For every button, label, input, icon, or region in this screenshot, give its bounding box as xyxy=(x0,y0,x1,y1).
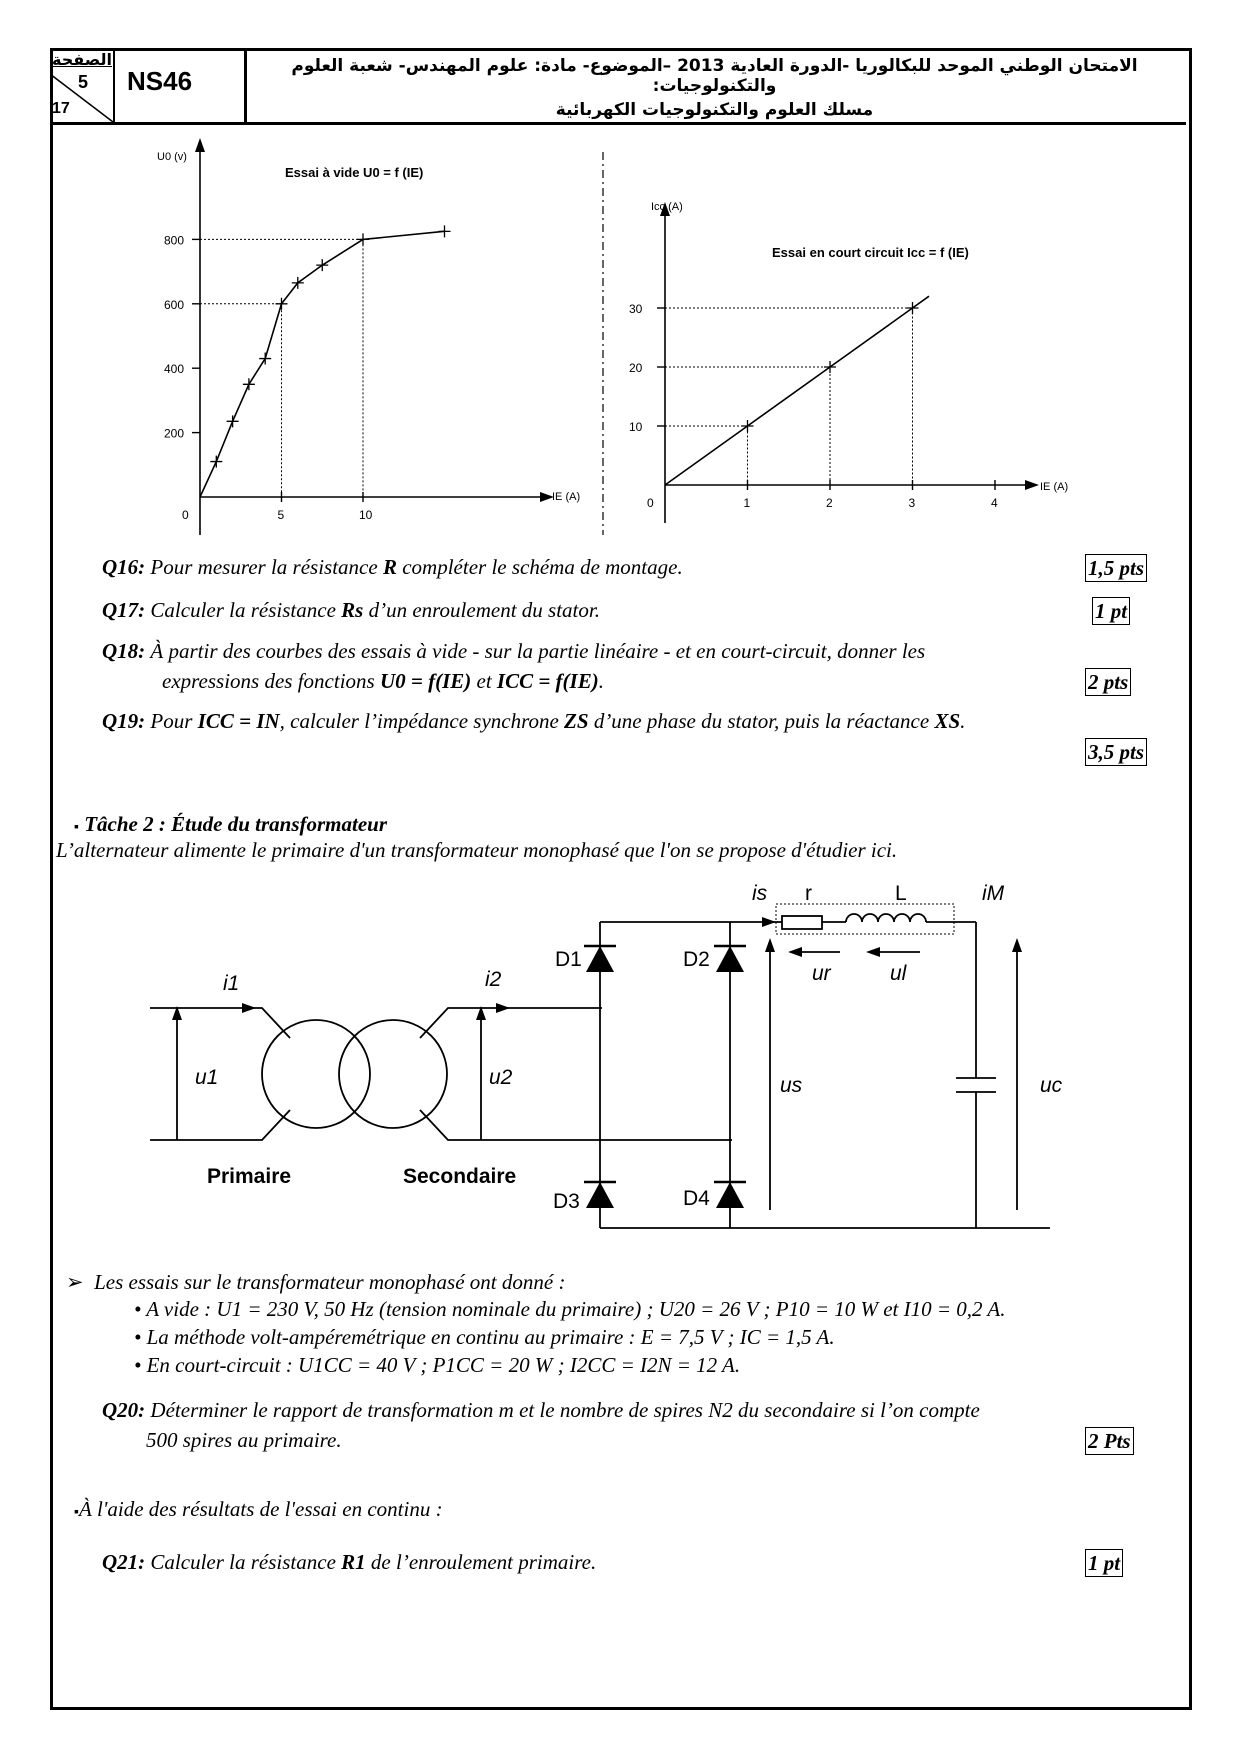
label-d2: D2 xyxy=(683,948,710,971)
q18-line2-a: expressions des fonctions xyxy=(162,669,380,693)
data-line xyxy=(200,231,445,497)
y-tick-label: 10 xyxy=(629,420,643,434)
q17-bold: Rs xyxy=(341,598,364,622)
question-q21 xyxy=(102,1547,1160,1577)
exam-code: NS46 xyxy=(127,66,193,96)
q16-bold: R xyxy=(382,555,397,579)
question-q19 xyxy=(102,706,1160,736)
test-item: • En court-circuit : U1CC = 40 V ; P1CC = 20 W ; I2CC = I2N = 12 A. xyxy=(134,1353,741,1377)
q18-number: Q18: xyxy=(102,639,146,663)
q21-text-b: de l’enroulement primaire. xyxy=(365,1550,597,1574)
label-d4: D4 xyxy=(683,1187,710,1210)
x-tick-label: 5 xyxy=(277,508,285,522)
question-q16 xyxy=(102,552,1160,582)
data-point xyxy=(907,302,919,314)
label-im: iM xyxy=(982,882,1005,905)
data-point xyxy=(439,225,451,237)
continu-text: À l'aide des résultats de l'essai en continu : xyxy=(78,1497,443,1521)
label-ur: ur xyxy=(812,962,831,985)
q19-number: Q19: xyxy=(102,709,146,733)
q20-points: 2 Pts xyxy=(1085,1427,1134,1455)
question-q18 xyxy=(102,636,1160,696)
q19-text-a: Pour xyxy=(145,709,198,733)
y-axis-label: U0 (v) xyxy=(157,151,187,163)
guide-line xyxy=(200,304,282,497)
y-tick-label: 600 xyxy=(164,297,185,312)
label-u2: u2 xyxy=(489,1066,513,1089)
data-point xyxy=(316,259,328,271)
q19-bold2: ZS xyxy=(564,709,589,733)
chart-title: Essai en court circuit Icc = f (IE) xyxy=(772,245,969,260)
tests-intro-text: Les essais sur le transformateur monophasé ont donné : xyxy=(94,1270,566,1294)
q16-points: 1,5 pts xyxy=(1085,554,1147,582)
data-point xyxy=(243,378,255,390)
label-r: r xyxy=(805,882,812,905)
x-tick-label: 10 xyxy=(359,508,373,522)
q18-line2-b: et xyxy=(471,669,497,693)
q17-text-b: d’un enroulement du stator. xyxy=(363,598,600,622)
y-tick-label: 400 xyxy=(164,362,185,377)
data-point xyxy=(259,353,271,365)
x-tick-label: 0 xyxy=(182,508,189,522)
q18-function1: U0 = f(IE) xyxy=(379,669,472,693)
page-number: 5 xyxy=(78,72,89,92)
label-u1: u1 xyxy=(195,1066,219,1089)
label-i2: i2 xyxy=(485,968,502,991)
q17-number: Q17: xyxy=(102,598,146,622)
page-total: 17 xyxy=(52,100,70,117)
continu-heading: ▪À l'aide des résultats de l'essai en continu : xyxy=(74,1497,443,1521)
q16-number: Q16: xyxy=(102,555,146,579)
label-is: is xyxy=(752,882,768,905)
q19-bold3: XS xyxy=(934,709,961,733)
task2-title-text: Tâche 2 : Étude du transformateur xyxy=(84,812,387,836)
data-point xyxy=(824,361,836,373)
test-item: • A vide : U1 = 230 V, 50 Hz (tension nominale du primaire) ; U20 = 26 V ; P10 = 10 W et I10 = 0,2 A. xyxy=(134,1297,1006,1321)
y-tick-label: 30 xyxy=(629,302,643,316)
y-axis-label: Icc (A) xyxy=(651,201,683,213)
x-tick-label: 0 xyxy=(647,496,654,510)
label-us: us xyxy=(780,1074,803,1097)
label-ul: ul xyxy=(890,962,907,985)
q19-bold1: ICC = IN xyxy=(197,709,280,733)
label-d1: D1 xyxy=(555,948,582,971)
q21-number: Q21: xyxy=(102,1550,146,1574)
y-tick-label: 800 xyxy=(164,233,185,248)
q21-text-a: Calculer la résistance xyxy=(145,1550,342,1574)
question-q20 xyxy=(102,1395,1160,1455)
task2-title: ▪ Tâche 2 : Étude du transformateur xyxy=(74,812,387,836)
q17-text-a: Calculer la résistance xyxy=(145,598,342,622)
q16-text-b: compléter le schéma de montage. xyxy=(396,555,683,579)
q17-points: 1 pt xyxy=(1092,597,1130,625)
q19-text-c: d’une phase du stator, puis la réactance xyxy=(588,709,935,733)
label-uc: uc xyxy=(1040,1074,1063,1097)
data-line xyxy=(665,296,929,485)
q19-text-b: , calculer l’impédance synchrone xyxy=(279,709,565,733)
tests-intro xyxy=(66,1268,565,1296)
test-item-noload: A vide : U1 = 230 V, 50 Hz (tension nominale du primaire) ; U20 = 26 V ; P10 = 10 W et I10 = 0,2 A. xyxy=(146,1297,1006,1321)
label-secondaire: Secondaire xyxy=(403,1165,517,1188)
label-d3: D3 xyxy=(553,1190,580,1213)
q20-number: Q20: xyxy=(102,1398,146,1422)
x-axis-arrow-icon xyxy=(1025,480,1039,490)
charts-area xyxy=(0,0,1240,540)
y-axis-arrow-icon xyxy=(195,138,205,152)
question-q17 xyxy=(102,595,1160,625)
q18-line2-c: . xyxy=(598,669,604,693)
data-point xyxy=(742,420,754,432)
data-point xyxy=(210,456,222,468)
x-tick-label: 1 xyxy=(743,496,751,510)
no-load-chart xyxy=(157,138,580,535)
q20-line2: 500 spires au primaire. xyxy=(146,1428,342,1452)
q16-text-a: Pour mesurer la résistance xyxy=(145,555,383,579)
x-tick-label: 2 xyxy=(826,496,833,510)
test-item: • La méthode volt-ampéremétrique en continu au primaire : E = 7,5 V ; IC = 1,5 A. xyxy=(134,1325,835,1349)
page-label: الصفحة xyxy=(52,50,113,69)
q21-bold: R1 xyxy=(341,1550,366,1574)
q19-points: 3,5 pts xyxy=(1085,738,1147,766)
y-tick-label: 20 xyxy=(629,361,643,375)
short-circuit-chart xyxy=(629,201,1068,523)
x-tick-label: 3 xyxy=(908,496,916,510)
task2-intro: L’alternateur alimente le primaire d'un transformateur monophasé que l'on se propose d'étudier ici. xyxy=(56,838,898,862)
test-item-dc: La méthode volt-ampéremétrique en continu au primaire : E = 7,5 V ; IC = 1,5 A. xyxy=(146,1325,835,1349)
q19-text-d: . xyxy=(960,709,966,733)
exam-title-line2: مسلك العلوم والتكنولوجيات الكهربائية xyxy=(555,100,874,120)
x-axis-label: IE (A) xyxy=(552,491,581,503)
chart-title: Essai à vide U0 = f (IE) xyxy=(285,165,424,180)
y-tick-label: 200 xyxy=(164,426,185,441)
label-i1: i1 xyxy=(223,972,240,995)
q20-line1: Déterminer le rapport de transformation m et le nombre de spires N2 du secondaire si l’on compte xyxy=(145,1398,980,1422)
q18-points: 2 pts xyxy=(1085,668,1131,696)
label-primaire: Primaire xyxy=(207,1165,292,1188)
q21-points: 1 pt xyxy=(1085,1549,1123,1577)
label-L: L xyxy=(895,882,907,905)
q18-function2: ICC = f(IE) xyxy=(496,669,599,693)
data-point xyxy=(357,233,369,245)
q18-line1: À partir des courbes des essais à vide - sur la partie linéaire - et en court-circuit, donner les xyxy=(145,639,926,663)
data-point xyxy=(227,415,239,427)
arrow-bullet-icon: ➢ xyxy=(66,1270,84,1294)
x-axis-label: IE (A) xyxy=(1040,481,1069,493)
exam-title-line1: الامتحان الوطني الموحد للبكالوريا -الدورة العادية 2013 –الموضوع- مادة: علوم المهندس- شعبة العلوم والتكنولوجيات: xyxy=(291,56,1138,96)
rectifier-circuit-diagram xyxy=(0,870,1240,1240)
x-tick-label: 4 xyxy=(991,496,998,510)
test-item-shortcircuit: En court-circuit : U1CC = 40 V ; P1CC = 20 W ; I2CC = I2N = 12 A. xyxy=(146,1353,741,1377)
